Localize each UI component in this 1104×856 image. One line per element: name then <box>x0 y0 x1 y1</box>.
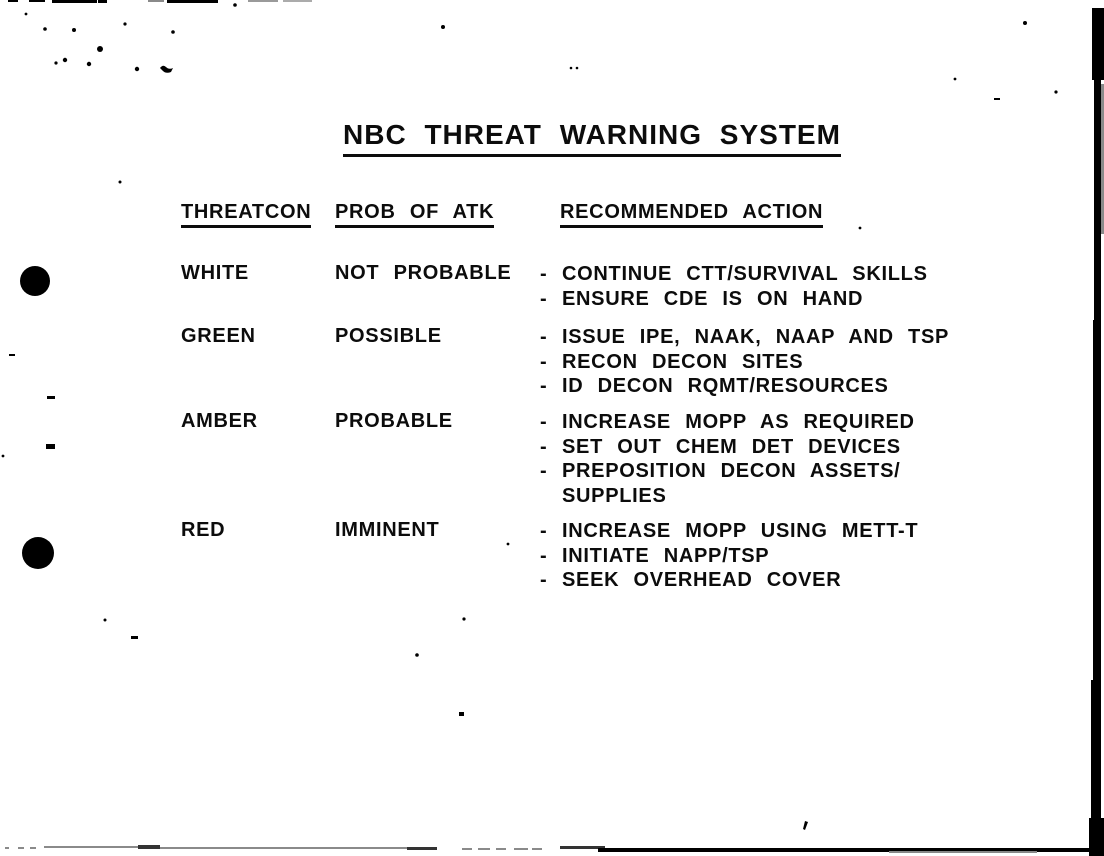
attack-probability: POSSIBLE <box>335 325 442 347</box>
bullet-dash: - <box>540 435 548 458</box>
attack-probability: PROBABLE <box>335 410 453 432</box>
bullet-dash: - <box>540 375 548 397</box>
attack-probability: NOT PROBABLE <box>335 262 512 284</box>
action-line <box>540 325 1020 350</box>
threatcon-level: AMBER <box>181 410 258 432</box>
bullet-dash: - <box>540 460 548 482</box>
bullet-dash: - <box>540 569 548 591</box>
scan-bottom-line <box>5 845 1104 853</box>
recommended-actions <box>540 410 1020 508</box>
column-header-prob-of-atk: PROB OF ATK <box>335 201 494 228</box>
column-header-threatcon: THREATCON <box>181 201 311 228</box>
action-text: SEEK OVERHEAD COVER <box>562 569 842 591</box>
threatcon-level: WHITE <box>181 262 249 284</box>
action-text: RECON DECON SITES <box>562 350 804 373</box>
action-text: SET OUT CHEM DET DEVICES <box>562 435 901 458</box>
recommended-actions <box>540 325 1020 399</box>
action-line <box>540 568 1020 593</box>
threatcon-level: RED <box>181 519 226 541</box>
action-text: ENSURE CDE IS ON HAND <box>562 287 864 310</box>
action-text: CONTINUE CTT/SURVIVAL SKILLS <box>562 263 928 285</box>
bullet-dash: - <box>540 287 548 310</box>
action-text: ID DECON RQMT/RESOURCES <box>562 375 889 397</box>
action-line <box>540 459 1020 484</box>
action-line <box>540 287 1020 312</box>
bullet-dash: - <box>540 520 548 542</box>
action-text: SUPPLIES <box>562 484 667 507</box>
scan-edge-bar <box>1089 8 1104 856</box>
bullet-dash: - <box>540 544 548 567</box>
document-title: NBC THREAT WARNING SYSTEM <box>343 119 841 157</box>
bullet-dash: - <box>540 411 548 433</box>
action-line <box>540 435 1020 460</box>
action-text: INCREASE MOPP AS REQUIRED <box>562 411 915 433</box>
action-line <box>540 262 1020 287</box>
action-text: PREPOSITION DECON ASSETS/ <box>562 460 901 482</box>
action-text: INCREASE MOPP USING METT-T <box>562 520 919 542</box>
action-line <box>540 374 1020 399</box>
hole-punch-bottom <box>22 537 54 569</box>
action-text: ISSUE IPE, NAAK, NAAP AND TSP <box>562 326 950 348</box>
action-line <box>540 350 1020 375</box>
action-text: INITIATE NAPP/TSP <box>562 544 770 567</box>
action-line <box>540 544 1020 569</box>
action-line-continuation <box>540 484 1020 509</box>
action-line <box>540 519 1020 544</box>
bullet-dash: - <box>540 326 548 348</box>
column-header-recommended-action: RECOMMENDED ACTION <box>560 201 823 228</box>
action-line <box>540 410 1020 435</box>
recommended-actions <box>540 519 1020 593</box>
threatcon-level: GREEN <box>181 325 256 347</box>
recommended-actions <box>540 262 1020 311</box>
bullet-dash: - <box>540 263 548 285</box>
scan-top-edge <box>8 0 312 3</box>
bullet-dash: - <box>540 350 548 373</box>
hole-punch-top <box>20 266 50 296</box>
attack-probability: IMMINENT <box>335 519 440 541</box>
